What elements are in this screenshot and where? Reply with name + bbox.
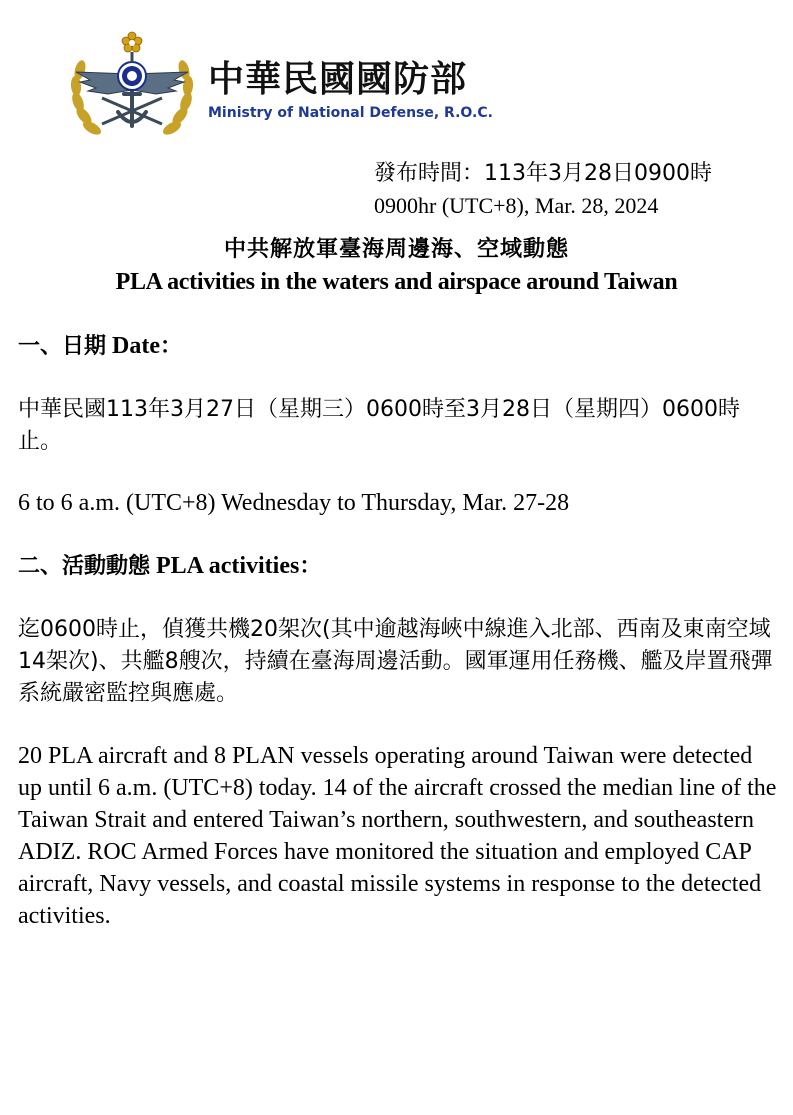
document-title	[0, 234, 793, 298]
title-english: PLA activities in the waters and airspace around Taiwan	[115, 269, 678, 295]
section-activities-heading-colon: ：	[299, 554, 322, 579]
section-date-body-chinese: 中華民國113年3月27日（星期三）0600時至3月28日（星期四）0600時止。	[18, 397, 740, 454]
section-activities-heading-chinese: 二、活動動態	[18, 554, 151, 579]
release-time-english: 0900hr (UTC+8), Mar. 28, 2024	[374, 193, 659, 218]
title-chinese: 中共解放軍臺海周邊海、空域動態	[223, 237, 569, 262]
section-date-heading-chinese: 一、日期	[18, 334, 107, 359]
section-activities-heading	[18, 550, 778, 583]
section-date-body-english: 6 to 6 a.m. (UTC+8) Wednesday to Thursday, Mar. 27-28	[18, 490, 570, 516]
release-time-chinese: 發布時間：113年3月28日0900時	[374, 161, 712, 186]
section-date-heading-english: Date	[112, 333, 160, 359]
section-activities-body-chinese: 迄0600時止，偵獲共機20架次(其中逾越海峽中線進入北部、西南及東南空域14架次)、共艦8艘次，持續在臺海周邊活動。國軍運用任務機、艦及岸置飛彈系統嚴密監控與應處。	[18, 617, 773, 706]
section-date-heading	[18, 330, 778, 363]
ministry-emblem-icon	[62, 28, 202, 140]
release-time	[374, 158, 712, 222]
section-activities-body-english: 20 PLA aircraft and 8 PLAN vessels operating around Taiwan were detected up until 6 a.m. (UTC+8) today. 14 of the aircraft crossed the median line of the Taiwan Strait and entered Taiwan’s northern, southwestern, and southeastern ADIZ. ROC Armed Forces have monitored the situation and employed CAP aircraft, Navy vessels, and coastal missile systems in response to the detected activities.	[18, 743, 777, 929]
organization-name-english: Ministry of National Defense, R.O.C.	[208, 105, 493, 121]
section-activities-heading-english: PLA activities	[156, 553, 300, 579]
organization-name-chinese: 中華民國國防部	[208, 59, 468, 100]
section-date-heading-colon: ：	[160, 334, 183, 359]
